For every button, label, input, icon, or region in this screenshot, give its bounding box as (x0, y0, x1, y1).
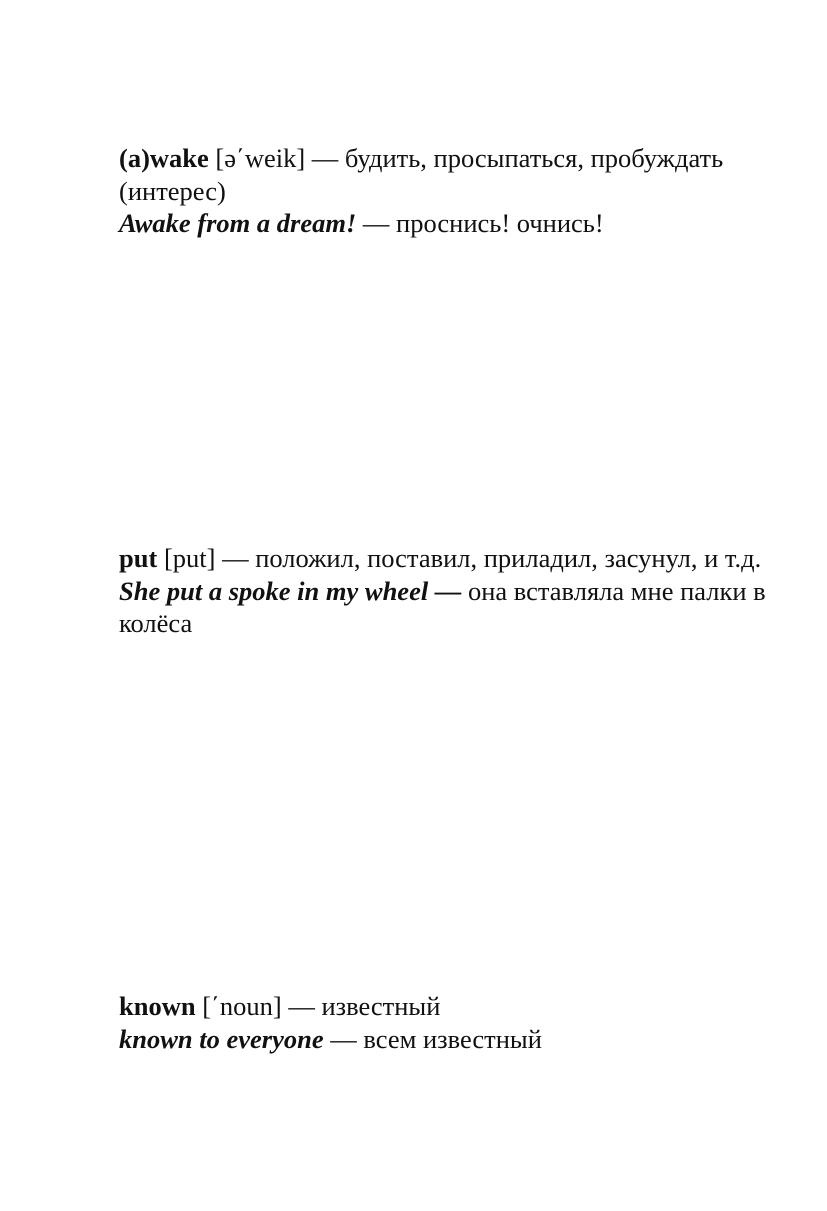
dictionary-entry-known (119, 990, 779, 1055)
entry-definition-line (119, 542, 779, 575)
definition: — положил, поставил, приладил, засунул, и т.д. (215, 543, 762, 573)
example-phrase: known to everyone (119, 1023, 324, 1054)
definition: — известный (281, 991, 441, 1021)
example-phrase: She put a spoke in my wheel — (119, 575, 462, 606)
example-translation: — проснись! очнись! (356, 208, 604, 238)
transcription: [put] (157, 543, 216, 573)
definition: — будить, просыпаться, пробуждать (интерес) (119, 143, 724, 206)
entry-definition-line (119, 142, 779, 207)
entry-example-line (119, 1023, 779, 1056)
dictionary-entry-put (119, 542, 779, 640)
entry-definition-line (119, 990, 779, 1023)
entry-example-line (119, 207, 779, 240)
transcription: [ə΄weik] (208, 143, 306, 173)
dictionary-entry-awake (119, 142, 779, 240)
headword: (a)wake (119, 143, 209, 173)
example-phrase: Awake from a dream! (119, 208, 357, 238)
example-translation: она вставляла мне палки в колёса (119, 575, 766, 638)
headword: known (119, 991, 196, 1021)
headword: put (119, 543, 158, 573)
example-translation: — всем известный (323, 1023, 542, 1054)
transcription: [΄noun] (195, 991, 282, 1021)
entry-example-line (119, 575, 779, 640)
